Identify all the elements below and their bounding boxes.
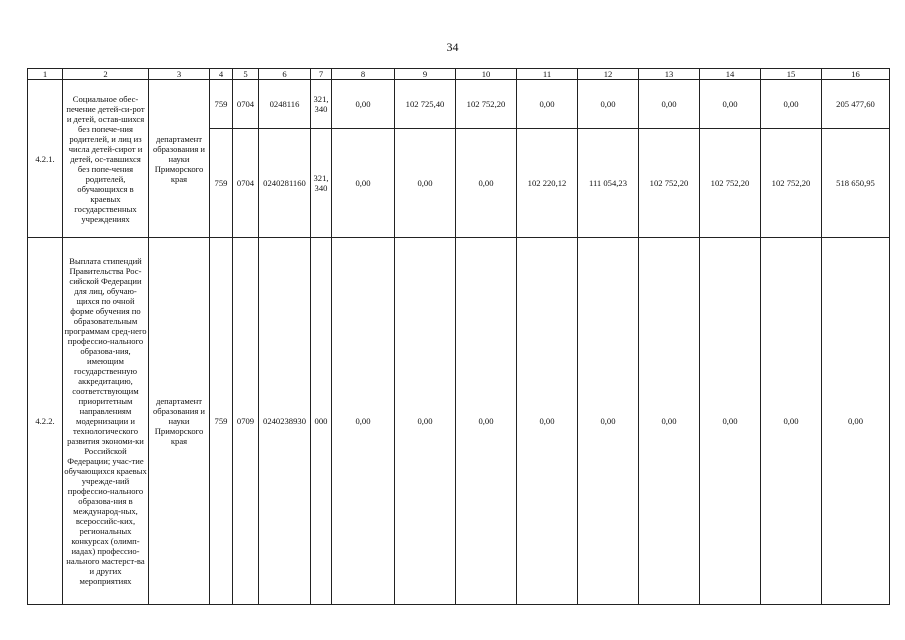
cell-c4: 759 (210, 238, 233, 605)
cell-c14: 102 752,20 (700, 129, 761, 238)
cell-c13: 0,00 (639, 238, 700, 605)
cell-c9: 102 725,40 (395, 80, 456, 129)
cell-c15: 0,00 (761, 238, 822, 605)
cell-c9: 0,00 (395, 129, 456, 238)
column-header: 6 (259, 69, 311, 80)
cell-c13: 102 752,20 (639, 129, 700, 238)
cell-c12: 0,00 (578, 80, 639, 129)
column-header: 11 (517, 69, 578, 80)
cell-c16: 518 650,95 (822, 129, 890, 238)
cell-c14: 0,00 (700, 80, 761, 129)
cell-c11: 102 220,12 (517, 129, 578, 238)
cell-c12: 0,00 (578, 238, 639, 605)
cell-c6: 0240238930 (259, 238, 311, 605)
column-header: 15 (761, 69, 822, 80)
cell-c7: 321, 340 (311, 80, 332, 129)
cell-c13: 0,00 (639, 80, 700, 129)
column-header: 10 (456, 69, 517, 80)
cell-c8: 0,00 (332, 238, 395, 605)
cell-c10: 0,00 (456, 129, 517, 238)
page-number: 34 (446, 40, 459, 54)
row-department: департамент образования и науки Приморского края (149, 80, 210, 238)
cell-c11: 0,00 (517, 238, 578, 605)
row-number: 4.2.1. (28, 80, 63, 238)
cell-c10: 0,00 (456, 238, 517, 605)
header-row (28, 69, 890, 80)
budget-table (27, 68, 890, 605)
column-header: 2 (63, 69, 149, 80)
cell-c7: 000 (311, 238, 332, 605)
cell-c14: 0,00 (700, 238, 761, 605)
cell-c5: 0704 (233, 80, 259, 129)
row-description: Социальное обес-печение детей-си-рот и детей, остав-шихся без попече-ния родителей, и лиц из числа детей-сирот и детей, ос-тавшихся без попе-чения родителей, обучающихся в краевых государственных учреждениях (63, 80, 149, 238)
table-row (28, 238, 890, 605)
cell-c8: 0,00 (332, 129, 395, 238)
column-header: 14 (700, 69, 761, 80)
column-header: 9 (395, 69, 456, 80)
cell-c6: 0240281160 (259, 129, 311, 238)
column-header: 8 (332, 69, 395, 80)
row-description: Выплата стипендий Правительства Рос-сийской Федерации для лиц, обучаю-щихся по очной форме обучения по образовательным программам сред-него профессио-нального образова-ния, имеющим государственную аккредитацию, соответствующим приоритетным направлениям модернизации и технологического развития экономи-ки Российской Федерации; учас-тие обучающихся краевых учрежде-ний профессио-нального образова-ния в международ-ных, всероссийс-ких, региональных конкурсах (олимп-иадах) профессио-нального мастерст-ва и других мероприятиях (63, 238, 149, 605)
cell-c4: 759 (210, 129, 233, 238)
row-number: 4.2.2. (28, 238, 63, 605)
cell-c15: 102 752,20 (761, 129, 822, 238)
cell-c4: 759 (210, 80, 233, 129)
cell-c15: 0,00 (761, 80, 822, 129)
table-row (28, 80, 890, 129)
cell-c6: 0248116 (259, 80, 311, 129)
cell-c7: 321, 340 (311, 129, 332, 238)
column-header: 3 (149, 69, 210, 80)
column-header: 16 (822, 69, 890, 80)
column-header: 4 (210, 69, 233, 80)
column-header: 12 (578, 69, 639, 80)
cell-c9: 0,00 (395, 238, 456, 605)
column-header: 1 (28, 69, 63, 80)
row-department: департамент образования и науки Приморского края (149, 238, 210, 605)
column-header: 7 (311, 69, 332, 80)
cell-c12: 111 054,23 (578, 129, 639, 238)
cell-c5: 0704 (233, 129, 259, 238)
column-header: 13 (639, 69, 700, 80)
cell-c16: 0,00 (822, 238, 890, 605)
cell-c5: 0709 (233, 238, 259, 605)
cell-c16: 205 477,60 (822, 80, 890, 129)
cell-c11: 0,00 (517, 80, 578, 129)
cell-c8: 0,00 (332, 80, 395, 129)
column-header: 5 (233, 69, 259, 80)
cell-c10: 102 752,20 (456, 80, 517, 129)
